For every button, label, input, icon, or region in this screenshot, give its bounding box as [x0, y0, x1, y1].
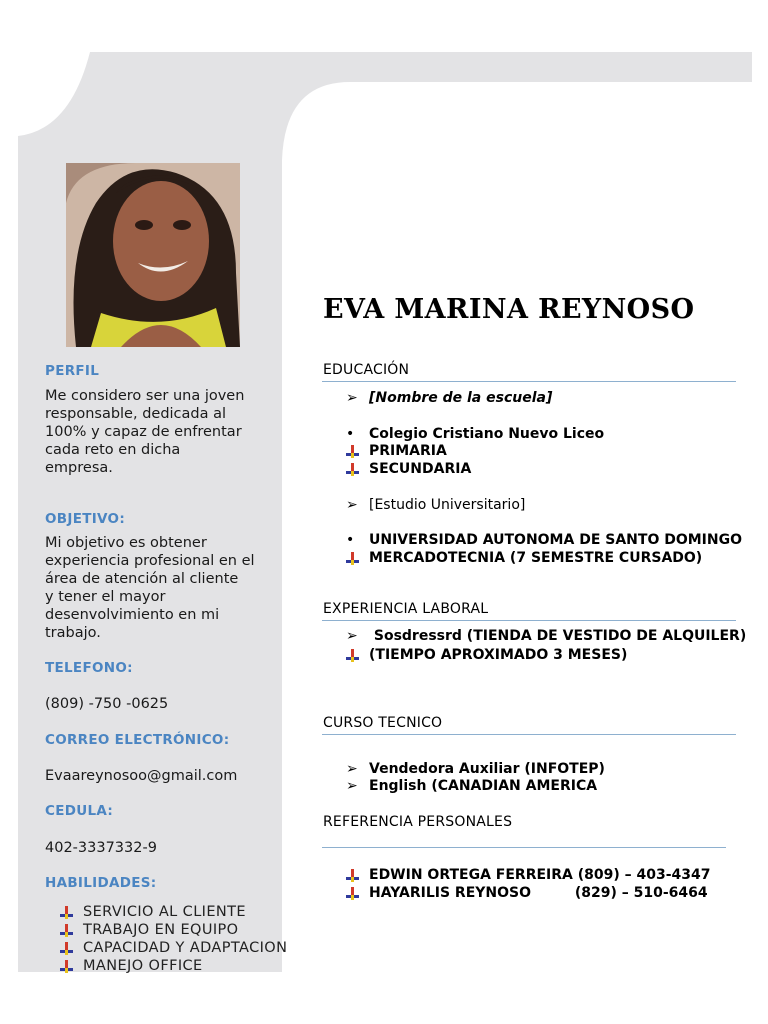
skill-item: TRABAJO EN EQUIPO [60, 921, 287, 939]
dot-bullet-icon: • [346, 532, 355, 548]
profile-photo [66, 163, 240, 347]
section-divider [322, 381, 736, 382]
dot-bullet-icon: • [346, 426, 355, 442]
university-career: MERCADOTECNIA (7 SEMESTRE CURSADO) [346, 550, 702, 566]
arrow-down-bullet-icon [60, 906, 73, 919]
school-level: SECUNDARIA [346, 461, 471, 477]
courses-heading: CURSO TECNICO [323, 715, 443, 731]
chevron-right-icon: ➢ [346, 628, 358, 644]
skill-item: CAPACIDAD Y ADAPTACION [60, 939, 287, 957]
arrow-down-bullet-icon [346, 887, 359, 900]
skills-heading: HABILIDADES: [45, 875, 157, 891]
chevron-right-icon: ➢ [346, 761, 358, 777]
section-divider [322, 734, 736, 735]
school-name: • Colegio Cristiano Nuevo Liceo [346, 426, 605, 442]
phone-heading: TELEFONO: [45, 660, 133, 676]
arrow-down-bullet-icon [346, 869, 359, 882]
education-heading: EDUCACIÓN [323, 362, 410, 378]
section-divider [322, 620, 736, 621]
candidate-name: EVA MARINA REYNOSO [323, 294, 695, 325]
chevron-right-icon: ➢ [346, 390, 358, 406]
course-item: ➢ English (CANADIAN AMERICA [346, 778, 598, 794]
references-heading: REFERENCIA PERSONALES [323, 814, 513, 830]
skills-list [60, 903, 287, 975]
arrow-down-bullet-icon [346, 445, 359, 458]
university-name: • UNIVERSIDAD AUTONOMA DE SANTO DOMINGO [346, 532, 742, 548]
arrow-down-bullet-icon [60, 924, 73, 937]
university-placeholder: ➢ [Estudio Universitario] [346, 497, 526, 513]
arrow-down-bullet-icon [346, 463, 359, 476]
arrow-down-bullet-icon [60, 960, 73, 973]
email-value: Evaareynosoo@gmail.com [45, 768, 238, 784]
skill-item: SERVICIO AL CLIENTE [60, 903, 287, 921]
school-placeholder: ➢ [Nombre de la escuela] [346, 390, 553, 406]
id-heading: CEDULA: [45, 803, 114, 819]
profile-text: Me considero ser una joven responsable, dedicada al 100% y capaz de enfrentar cada reto en dicha empresa. [45, 388, 245, 476]
arrow-down-bullet-icon [346, 649, 359, 662]
objective-heading: OBJETIVO: [45, 511, 126, 527]
arrow-down-bullet-icon [60, 942, 73, 955]
reference-item: EDWIN ORTEGA FERREIRA (809) – 403-4347 [346, 867, 711, 883]
experience-duration: (TIEMPO APROXIMADO 3 MESES) [346, 647, 627, 663]
skill-item: MANEJO OFFICE [60, 957, 287, 975]
email-heading: CORREO ELECTRÓNICO: [45, 732, 230, 748]
reference-item: HAYARILIS REYNOSO (829) – 510-6464 [346, 885, 708, 901]
phone-value: (809) -750 -0625 [45, 696, 169, 712]
profile-heading: PERFIL [45, 363, 100, 379]
experience-job: ➢ Sosdressrd (TIENDA DE VESTIDO DE ALQUILER) [346, 628, 747, 644]
experience-heading: EXPERIENCIA LABORAL [323, 601, 489, 617]
section-divider [322, 847, 726, 848]
chevron-right-icon: ➢ [346, 778, 358, 794]
arrow-down-bullet-icon [346, 552, 359, 565]
chevron-right-icon: ➢ [346, 497, 358, 513]
course-item: ➢ Vendedora Auxiliar (INFOTEP) [346, 761, 605, 777]
school-level: PRIMARIA [346, 443, 447, 459]
objective-text: Mi objetivo es obtener experiencia profesional en el área de atención al cliente y tener el mayor desenvolvimiento en mi trabajo. [45, 535, 255, 641]
id-value: 402-3337332-9 [45, 840, 157, 856]
